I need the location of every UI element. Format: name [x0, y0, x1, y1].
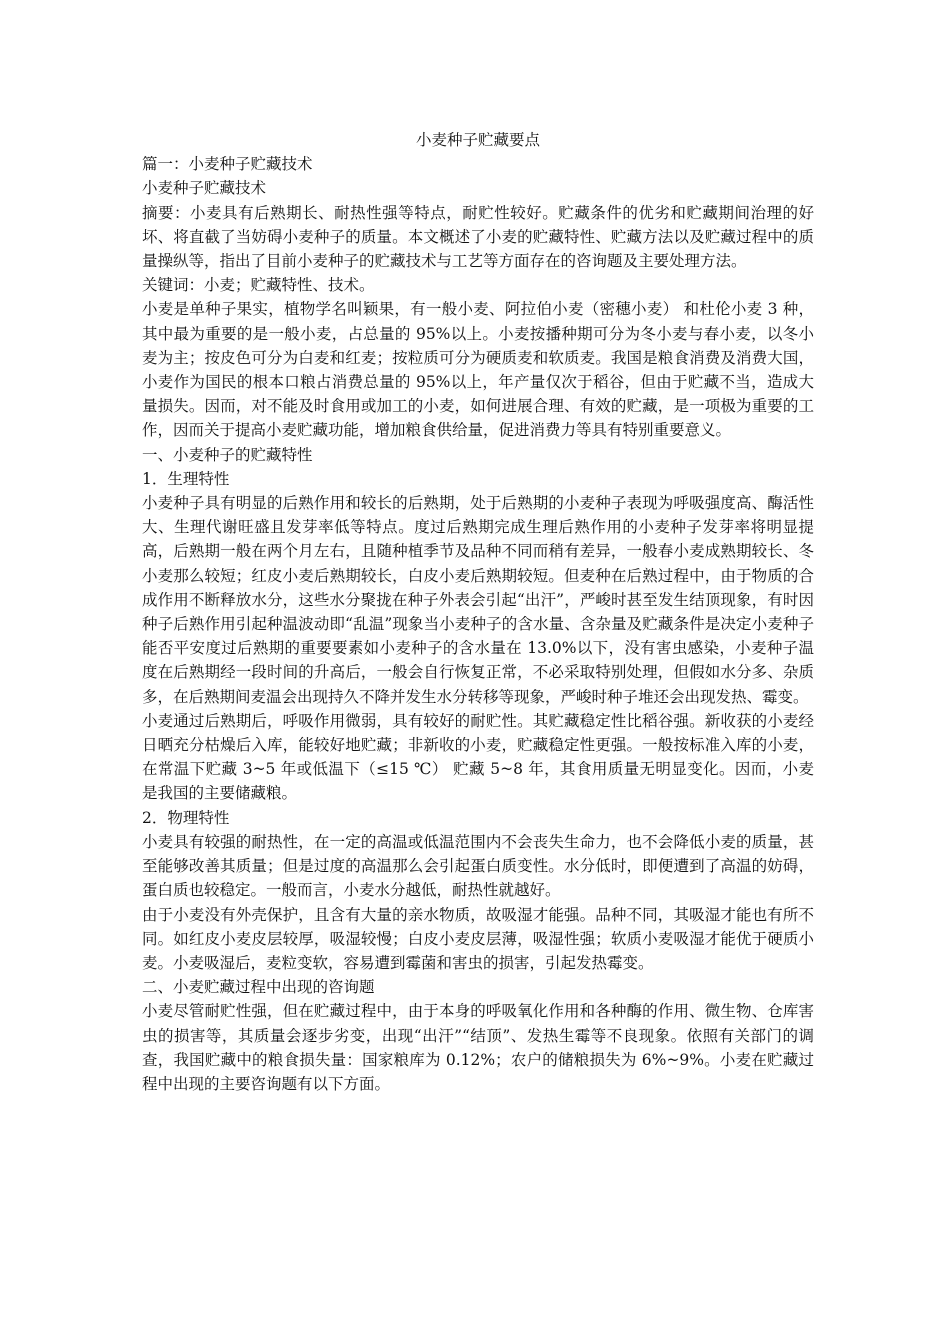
article-title: 小麦种子贮藏技术 — [142, 179, 267, 198]
physiological-paragraph-1: 小麦种子具有明显的后熟作用和较长的后熟期，处于后熟期的小麦种子表现为呼吸强度高、酶活性大、生理代谢旺盛且发芽率低等特点。度过后熟期完成生理后熟作用的小麦种子发芽率将明显提高，后熟期一般在两个月左右，且随种植季节及品种不同而稍有差异，一般春小麦成熟期较长、冬小麦那么较短；红皮小麦后熟期较长，白皮小麦后熟期较短。但麦种在后熟过程中，由于物质的合成作用不断释放水分，这些水分聚拢在种子外表会引起“出汗”，严峻时甚至发生结顶现象，有时因种子后熟作用引起种温波动即“乱温”现象当小麦种子的含水量、含杂量及贮藏条件是决定小麦种子能否平安度过后熟期的重要要素如小麦种子的含水量在 13.0%以下，没有害虫感染，小麦种子温度在后熟期经一段时间的升高后，一般会自行恢复正常，不必采取特别处理，但假如水分多、杂质多，在后熟期间麦温会出现持久不降并发生水分转移等现象，严峻时种子堆还会出现发热、霉变。 — [142, 494, 814, 706]
physiological-paragraph-2: 小麦通过后熟期后，呼吸作用微弱，具有较好的耐贮性。其贮藏稳定性比稻谷强。新收获的小麦经日晒充分枯燥后入库，能较好地贮藏；非新收的小麦，贮藏稳定性更强。一般按标准入库的小麦，在常温下贮藏 3~5 年或低温下（≤15 ℃） 贮藏 5~8 年，其食用质量无明显变化。因而，小麦是我国的主要储藏粮。 — [142, 711, 814, 803]
subsection-heading-physiological: 1．生理特性 — [142, 469, 230, 488]
document-body — [142, 128, 814, 1096]
physical-paragraph-1: 小麦具有较强的耐热性，在一定的高温或低温范围内不会丧失生命力，也不会降低小麦的质量，甚至能够改善其质量；但是过度的高温那么会引起蛋白质变性。水分低时，即便遭到了高温的妨碍，蛋白质也较稳定。一般而言，小麦水分越低，耐热性就越好。 — [142, 832, 814, 900]
intro-paragraph: 小麦是单种子果实，植物学名叫颖果，有一般小麦、阿拉伯小麦（密穗小麦） 和杜伦小麦 3 种，其中最为重要的是一般小麦，占总量的 95%以上。小麦按播种期可分为冬小麦与春小麦，以冬小麦为主；按皮色可分为白麦和红麦；按粒质可分为硬质麦和软质麦。我国是粮食消费及消费大国，小麦作为国民的根本口粮占消费总量的 95%以上，年产量仅次于稻谷，但由于贮藏不当，造成大量损失。因而，对不能及时食用或加工的小麦，如何进展合理、有效的贮藏，是一项极为重要的工作，因而关于提高小麦贮藏功能，增加粮食供给量，促进消费力等具有特别重要意义。 — [142, 300, 814, 440]
abstract-paragraph: 摘要：小麦具有后熟期长、耐热性强等特点，耐贮性较好。贮藏条件的优劣和贮藏期间治理的好坏、将直截了当妨碍小麦种子的质量。本文概述了小麦的贮藏特性、贮藏方法以及贮藏过程中的质量操纵等，指出了目前小麦种子的贮藏技术与工艺等方面存在的咨询题及主要处理方法。 — [142, 203, 814, 271]
problems-paragraph: 小麦尽管耐贮性强，但在贮藏过程中，由于本身的呼吸氧化作用和各种酶的作用、微生物、仓库害虫的损害等，其质量会逐步劣变，出现“出汗”“结顶”、发热生霉等不良现象。依照有关部门的调查，我国贮藏中的粮食损失量：国家粮库为 0.12%；农户的储粮损失为 6%~9%。小麦在贮藏过程中出现的主要咨询题有以下方面。 — [142, 1002, 814, 1093]
physical-paragraph-2: 由于小麦没有外壳保护，且含有大量的亲水物质，故吸湿才能强。品种不同，其吸湿才能也有所不同。如红皮小麦皮层较厚，吸湿较慢；白皮小麦皮层薄，吸湿性强；软质小麦吸湿才能优于硬质小麦。小麦吸湿后，麦粒变软，容易遭到霉菌和害虫的损害，引起发热霉变。 — [142, 905, 814, 972]
chapter-heading: 篇一：小麦种子贮藏技术 — [142, 155, 313, 174]
subsection-heading-physical: 2．物理特性 — [142, 808, 230, 827]
keywords-line: 关键词：小麦；贮藏特性、技术。 — [142, 276, 375, 295]
section-heading-storage-traits: 一、小麦种子的贮藏特性 — [142, 445, 313, 464]
document-title: 小麦种子贮藏要点 — [415, 131, 540, 149]
section-heading-storage-problems: 二、小麦贮藏过程中出现的咨询题 — [142, 978, 375, 997]
